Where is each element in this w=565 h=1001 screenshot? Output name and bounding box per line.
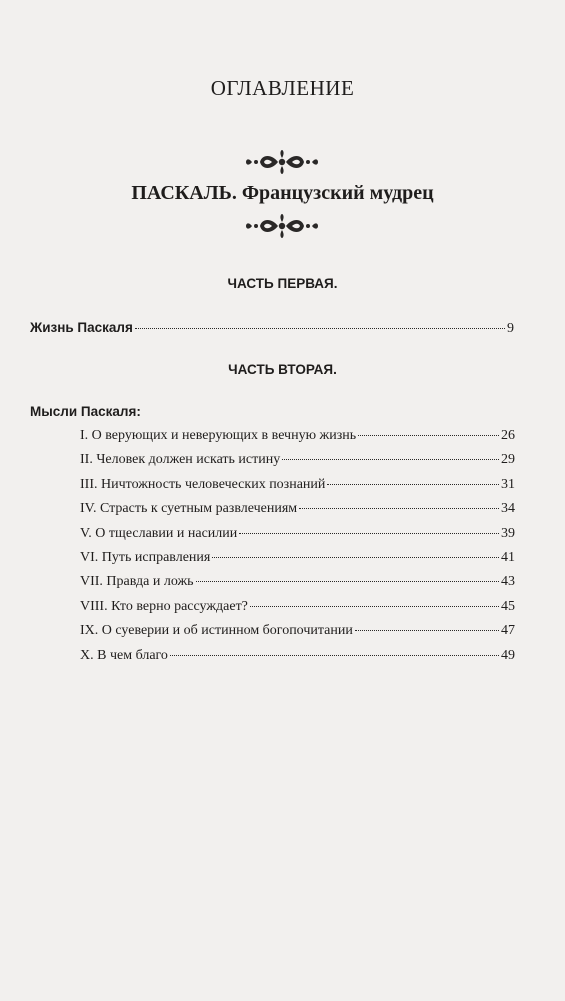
part-two-heading: ЧАСТЬ ВТОРАЯ. [228,362,337,377]
toc-entry-label: IV. Страсть к суетным развлечениям [80,501,298,517]
toc-entry[interactable] [80,599,515,615]
toc-entry-label: VIII. Кто верно рассуждает? [80,598,248,614]
dot-leader [212,557,499,558]
toc-entry[interactable] [80,550,515,566]
toc-entry[interactable] [80,428,515,444]
toc-entry[interactable] [80,526,515,542]
toc-entry[interactable] [80,574,515,590]
toc-entry[interactable] [80,623,515,639]
dot-leader [358,435,499,436]
toc-entry-label: VII. Правда и ложь [80,574,194,590]
toc-entry-page: 26 [501,428,515,443]
toc-entry-page: 29 [501,452,515,468]
dot-leader [327,484,499,485]
toc-entry[interactable] [80,452,515,468]
toc-entry-label: IX. О суеверии и об истинном богопочитании [80,623,353,639]
toc-entry-page: 9 [507,321,514,336]
toc-entry-label: V. О тщеславии и насилии [80,525,238,541]
toc-entry-label: VI. Путь исправления [80,550,211,565]
part-one-heading: ЧАСТЬ ПЕРВАЯ. [227,276,338,291]
toc-entry[interactable] [80,477,515,493]
toc-heading: ОГЛАВЛЕНИЕ [210,76,355,100]
toc-entry-page: 34 [501,501,515,517]
dot-leader [355,630,499,631]
dot-leader [196,581,499,582]
dot-leader [282,459,499,460]
toc-entry-page: 45 [501,598,515,614]
floral-ornament-icon [232,150,332,174]
toc-entry[interactable] [30,320,514,337]
dot-leader [135,328,505,329]
section-label: Мысли Паскаля: [30,404,141,419]
toc-entry-page: 47 [501,623,515,639]
toc-entry-label: II. Человек должен искать истину [80,452,281,468]
toc-entry-page: 31 [501,476,515,492]
dot-leader [239,533,499,534]
dot-leader [170,655,499,656]
toc-entry-page: 39 [501,525,515,541]
toc-entry-label: Жизнь Паскаля [30,320,133,335]
toc-entry[interactable] [80,648,515,664]
toc-entry[interactable] [80,501,515,517]
toc-entry-page: 41 [501,550,515,565]
toc-entry-label: X. В чем благо [80,647,168,663]
toc-entry-label: I. О верующих и неверующих в вечную жизнь [80,428,357,443]
book-title: ПАСКАЛЬ. Французский мудрец [131,182,434,204]
toc-entry-label: III. Ничтожность человеческих познаний [80,476,326,492]
toc-entry-page: 43 [501,574,515,590]
toc-entry-page: 49 [501,647,515,663]
dot-leader [299,508,499,509]
dot-leader [250,606,499,607]
floral-ornament-icon [232,214,332,238]
